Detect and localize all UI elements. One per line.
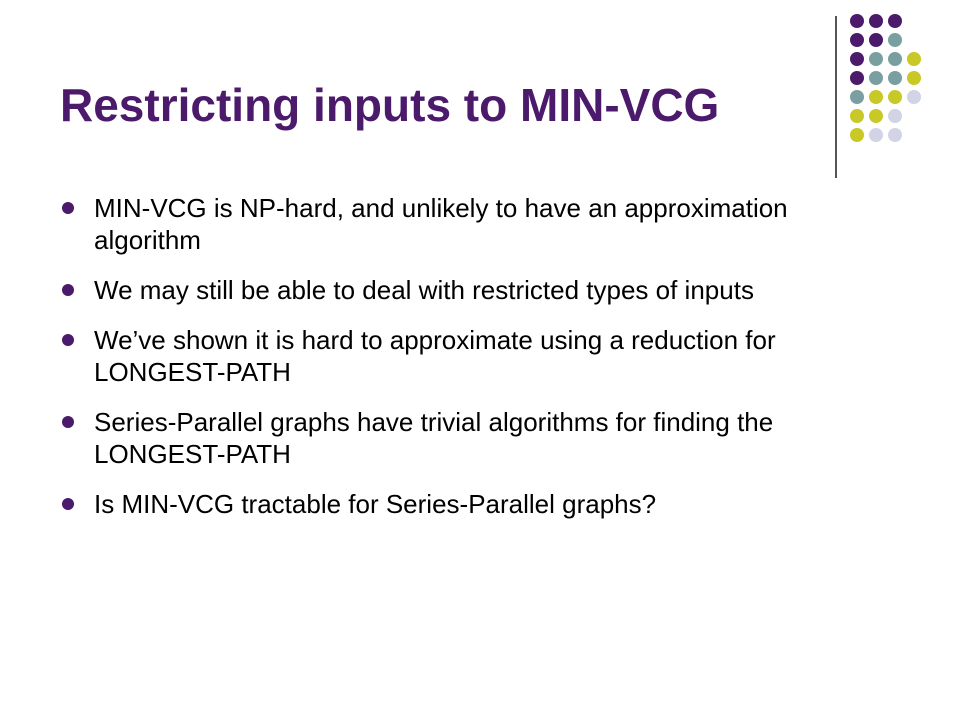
bullet-dot-icon <box>62 334 74 346</box>
decorative-dot-teal <box>869 71 883 85</box>
bullet-item <box>60 274 860 306</box>
decorative-dot-purple <box>869 33 883 47</box>
bullet-text: We’ve shown it is hard to approximate using a reduction for LONGEST-PATH <box>94 325 776 387</box>
decorative-dot-olive <box>888 90 902 104</box>
decorative-dot-olive <box>907 52 921 66</box>
title-divider-line <box>835 16 837 178</box>
bullet-item <box>60 324 860 388</box>
bullet-item <box>60 488 860 520</box>
bullet-dot-icon <box>62 202 74 214</box>
decorative-dot-olive <box>850 128 864 142</box>
bullet-item <box>60 192 860 256</box>
decorative-dot-lavender <box>907 90 921 104</box>
bullet-text: We may still be able to deal with restricted types of inputs <box>94 275 754 305</box>
bullet-dot-icon <box>62 416 74 428</box>
decorative-dot-grid <box>850 14 950 154</box>
bullet-text: MIN-VCG is NP-hard, and unlikely to have an approximation algorithm <box>94 193 788 255</box>
decorative-dot-olive <box>850 109 864 123</box>
bullet-dot-icon <box>62 498 74 510</box>
decorative-dot-teal <box>888 71 902 85</box>
slide-title: Restricting inputs to MIN-VCG <box>60 79 720 131</box>
bullet-item <box>60 406 860 470</box>
bullet-list <box>60 192 860 538</box>
bullet-dot-icon <box>62 284 74 296</box>
decorative-dot-teal <box>888 33 902 47</box>
bullet-text: Is MIN-VCG tractable for Series-Parallel graphs? <box>94 489 657 519</box>
decorative-dot-olive <box>907 71 921 85</box>
decorative-dot-purple <box>850 33 864 47</box>
decorative-dot-teal <box>850 90 864 104</box>
decorative-dot-teal <box>888 52 902 66</box>
decorative-dot-lavender <box>869 128 883 142</box>
decorative-dot-olive <box>869 90 883 104</box>
decorative-dot-lavender <box>888 128 902 142</box>
decorative-dot-teal <box>869 52 883 66</box>
decorative-dot-purple <box>869 14 883 28</box>
decorative-dot-purple <box>888 14 902 28</box>
decorative-dot-purple <box>850 71 864 85</box>
decorative-dot-purple <box>850 52 864 66</box>
bullet-text: Series-Parallel graphs have trivial algorithms for finding the LONGEST-PATH <box>94 407 774 469</box>
decorative-dot-lavender <box>888 109 902 123</box>
decorative-dot-purple <box>850 14 864 28</box>
decorative-dot-olive <box>869 109 883 123</box>
